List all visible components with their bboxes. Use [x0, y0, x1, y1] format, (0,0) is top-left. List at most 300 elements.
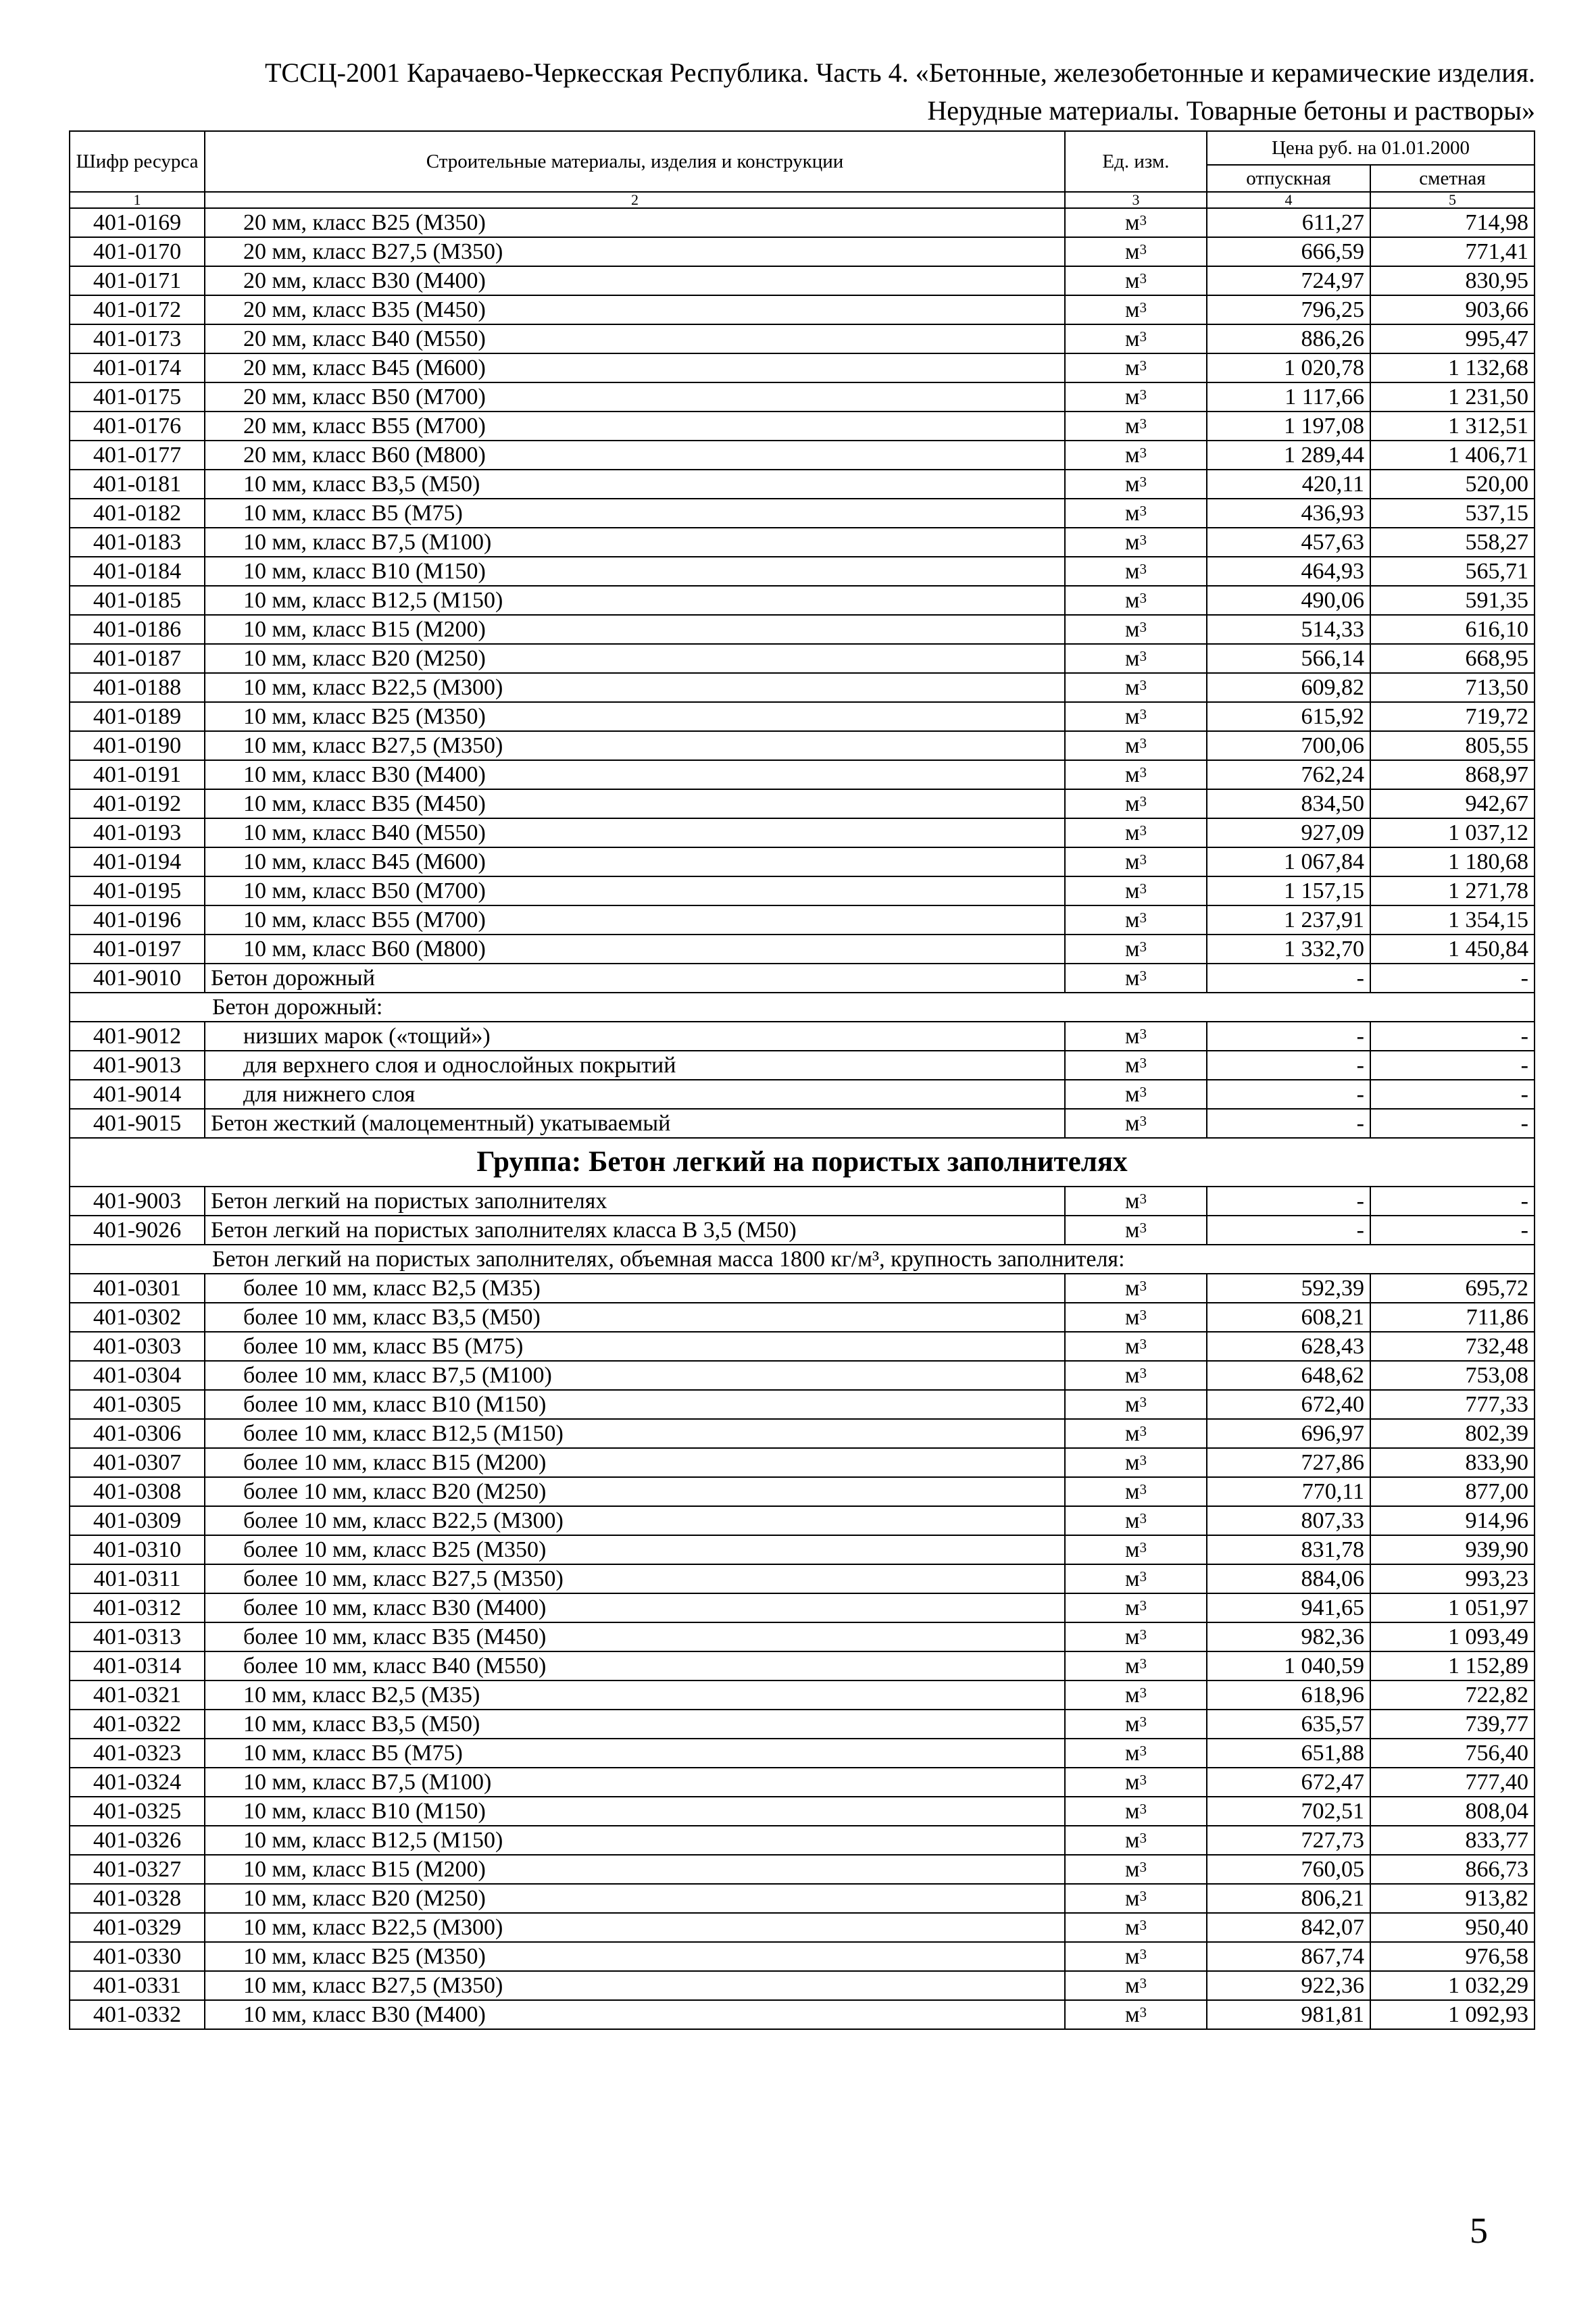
unit-superscript: 3: [1139, 357, 1147, 374]
table-row: [70, 615, 1535, 644]
col-number: 4: [1207, 192, 1370, 208]
unit-cell: [1065, 1913, 1207, 1942]
unit-cell: [1065, 1739, 1207, 1768]
material-name: 10 мм, класс В30 (М400): [205, 760, 1065, 789]
price-estimate: 1 271,78: [1370, 876, 1535, 905]
unit-cell: [1065, 499, 1207, 528]
unit-text: м: [1124, 1478, 1140, 1504]
price-release: 609,82: [1207, 673, 1370, 702]
unit-cell: [1065, 964, 1207, 993]
material-name: 10 мм, класс В20 (М250): [205, 1884, 1065, 1913]
price-estimate: 713,50: [1370, 673, 1535, 702]
price-release: 490,06: [1207, 586, 1370, 615]
unit-superscript: 3: [1139, 1510, 1147, 1526]
unit-superscript: 3: [1139, 676, 1147, 693]
material-name: более 10 мм, класс В22,5 (М300): [205, 1506, 1065, 1535]
price-estimate: 1 180,68: [1370, 847, 1535, 876]
unit-superscript: 3: [1139, 1771, 1147, 1788]
price-release: 867,74: [1207, 1942, 1370, 1971]
price-estimate: 866,73: [1370, 1855, 1535, 1884]
unit-cell: [1065, 1884, 1207, 1913]
unit-cell: [1065, 586, 1207, 615]
unit-superscript: 3: [1139, 1655, 1147, 1672]
table-row: [70, 1710, 1535, 1739]
unit-text: м: [1124, 529, 1140, 555]
unit-cell: [1065, 1080, 1207, 1109]
material-name: более 10 мм, класс В27,5 (М350): [205, 1564, 1065, 1593]
unit-superscript: 3: [1139, 793, 1147, 810]
unit-cell: [1065, 1622, 1207, 1651]
resource-code: 401-9010: [70, 964, 205, 993]
price-release: 436,93: [1207, 499, 1370, 528]
material-name: Бетон дорожный: [205, 964, 1065, 993]
price-release: 592,39: [1207, 1274, 1370, 1303]
unit-cell: [1065, 1022, 1207, 1051]
unit-superscript: 3: [1139, 444, 1147, 461]
material-name: 20 мм, класс В55 (М700): [205, 412, 1065, 441]
price-table: [69, 130, 1535, 2030]
material-name: 10 мм, класс В2,5 (М35): [205, 1681, 1065, 1710]
table-row: [70, 1797, 1535, 1826]
resource-code: 401-9015: [70, 1109, 205, 1138]
unit-text: м: [1124, 442, 1140, 468]
price-estimate: 802,39: [1370, 1419, 1535, 1448]
material-name: 20 мм, класс В50 (М700): [205, 382, 1065, 412]
price-estimate: 833,90: [1370, 1448, 1535, 1477]
resource-code: 401-9014: [70, 1080, 205, 1109]
unit-text: м: [1124, 1391, 1140, 1417]
material-name: 20 мм, класс В25 (М350): [205, 208, 1065, 237]
unit-cell: [1065, 1535, 1207, 1564]
price-estimate: 537,15: [1370, 499, 1535, 528]
unit-superscript: 3: [1139, 1858, 1147, 1875]
unit-text: м: [1124, 1682, 1140, 1708]
unit-text: м: [1124, 500, 1140, 526]
unit-text: м: [1124, 1943, 1140, 1969]
price-estimate: 950,40: [1370, 1913, 1535, 1942]
unit-text: м: [1124, 1333, 1140, 1359]
price-estimate: 756,40: [1370, 1739, 1535, 1768]
table-row: [70, 412, 1535, 441]
resource-code: 401-0305: [70, 1390, 205, 1419]
price-release: 941,65: [1207, 1593, 1370, 1622]
price-release: -: [1207, 1216, 1370, 1245]
material-name: более 10 мм, класс В2,5 (М35): [205, 1274, 1065, 1303]
unit-superscript: 3: [1139, 851, 1147, 868]
material-name: 10 мм, класс В22,5 (М300): [205, 1913, 1065, 1942]
unit-text: м: [1124, 297, 1140, 322]
table-row: [70, 499, 1535, 528]
table-row: [70, 935, 1535, 964]
unit-text: м: [1124, 2001, 1140, 2027]
unit-text: м: [1124, 1798, 1140, 1824]
table-row: [70, 382, 1535, 412]
col-number: 1: [70, 192, 205, 208]
unit-superscript: 3: [1139, 1190, 1147, 1207]
resource-code: 401-0184: [70, 557, 205, 586]
price-estimate: -: [1370, 1109, 1535, 1138]
unit-superscript: 3: [1139, 1451, 1147, 1468]
price-estimate: 1 037,12: [1370, 818, 1535, 847]
unit-cell: [1065, 1216, 1207, 1245]
table-row: [70, 1390, 1535, 1419]
unit-text: м: [1124, 1566, 1140, 1591]
resource-code: 401-0313: [70, 1622, 205, 1651]
resource-code: 401-0309: [70, 1506, 205, 1535]
table-row: [70, 1593, 1535, 1622]
price-release: -: [1207, 1187, 1370, 1216]
resource-code: 401-0325: [70, 1797, 205, 1826]
unit-superscript: 3: [1139, 938, 1147, 955]
table-row: [70, 1681, 1535, 1710]
table-row: [70, 266, 1535, 295]
resource-code: 401-0192: [70, 789, 205, 818]
table-row: [70, 353, 1535, 382]
resource-code: 401-0301: [70, 1274, 205, 1303]
table-row: [70, 1419, 1535, 1448]
subheader-row: [70, 993, 1535, 1022]
price-release: 457,63: [1207, 528, 1370, 557]
unit-cell: [1065, 324, 1207, 353]
price-estimate: 808,04: [1370, 1797, 1535, 1826]
unit-superscript: 3: [1139, 647, 1147, 664]
material-name: 20 мм, класс В30 (М400): [205, 266, 1065, 295]
price-estimate: 914,96: [1370, 1506, 1535, 1535]
resource-code: 401-0329: [70, 1913, 205, 1942]
table-row: [70, 1051, 1535, 1080]
unit-cell: [1065, 876, 1207, 905]
unit-superscript: 3: [1139, 241, 1147, 257]
material-name: более 10 мм, класс В7,5 (М100): [205, 1361, 1065, 1390]
unit-text: м: [1124, 1420, 1140, 1446]
price-estimate: 771,41: [1370, 237, 1535, 266]
price-estimate: 868,97: [1370, 760, 1535, 789]
unit-cell: [1065, 1361, 1207, 1390]
unit-text: м: [1124, 1110, 1140, 1136]
table-row: [70, 2000, 1535, 2029]
table-row: [70, 1022, 1535, 1051]
unit-cell: [1065, 673, 1207, 702]
price-release: 696,97: [1207, 1419, 1370, 1448]
price-release: 1 117,66: [1207, 382, 1370, 412]
unit-superscript: 3: [1139, 1829, 1147, 1846]
unit-text: м: [1124, 1856, 1140, 1882]
table-row: [70, 1942, 1535, 1971]
material-name: 10 мм, класс В3,5 (М50): [205, 470, 1065, 499]
price-release: 672,47: [1207, 1768, 1370, 1797]
table-row: [70, 1971, 1535, 2000]
table-row: [70, 964, 1535, 993]
unit-cell: [1065, 615, 1207, 644]
subheader-row: [70, 1245, 1535, 1274]
unit-text: м: [1124, 616, 1140, 642]
resource-code: 401-9003: [70, 1187, 205, 1216]
unit-cell: [1065, 1855, 1207, 1884]
material-name: 10 мм, класс В15 (М200): [205, 615, 1065, 644]
unit-text: м: [1124, 587, 1140, 613]
price-estimate: 695,72: [1370, 1274, 1535, 1303]
unit-text: м: [1124, 849, 1140, 874]
price-release: 700,06: [1207, 731, 1370, 760]
table-row: [70, 1768, 1535, 1797]
price-estimate: 877,00: [1370, 1477, 1535, 1506]
price-release: 635,57: [1207, 1710, 1370, 1739]
price-estimate: 1 092,93: [1370, 2000, 1535, 2029]
unit-text: м: [1124, 1653, 1140, 1678]
unit-text: м: [1124, 1188, 1140, 1214]
table-row: [70, 1506, 1535, 1535]
price-estimate: 722,82: [1370, 1681, 1535, 1710]
table-row: [70, 905, 1535, 935]
price-release: 727,86: [1207, 1448, 1370, 1477]
material-name: 20 мм, класс В40 (М550): [205, 324, 1065, 353]
price-estimate: 942,67: [1370, 789, 1535, 818]
material-name: 20 мм, класс В27,5 (М350): [205, 237, 1065, 266]
unit-cell: [1065, 731, 1207, 760]
resource-code: 401-0308: [70, 1477, 205, 1506]
material-name: 10 мм, класс В25 (М350): [205, 702, 1065, 731]
unit-superscript: 3: [1139, 822, 1147, 839]
price-release: -: [1207, 1051, 1370, 1080]
price-release: 1 157,15: [1207, 876, 1370, 905]
material-name: 10 мм, класс В20 (М250): [205, 644, 1065, 673]
unit-cell: [1065, 266, 1207, 295]
price-estimate: 830,95: [1370, 266, 1535, 295]
unit-superscript: 3: [1139, 1335, 1147, 1352]
unit-superscript: 3: [1139, 909, 1147, 926]
unit-text: м: [1124, 413, 1140, 439]
document-header-line-1: ТССЦ-2001 Карачаево-Черкесская Республика. Часть 4. «Бетонные, железобетонные и керамические изделия.: [264, 57, 1535, 88]
resource-code: 401-0327: [70, 1855, 205, 1884]
price-release: -: [1207, 1109, 1370, 1138]
material-name: 10 мм, класс В10 (М150): [205, 557, 1065, 586]
table-row: [70, 731, 1535, 760]
unit-superscript: 3: [1139, 1277, 1147, 1294]
price-release: 1 020,78: [1207, 353, 1370, 382]
resource-code: 401-0332: [70, 2000, 205, 2029]
price-estimate: -: [1370, 1080, 1535, 1109]
price-estimate: 903,66: [1370, 295, 1535, 324]
price-estimate: 1 354,15: [1370, 905, 1535, 935]
price-release: 566,14: [1207, 644, 1370, 673]
unit-cell: [1065, 1593, 1207, 1622]
resource-code: 401-0314: [70, 1651, 205, 1681]
price-release: -: [1207, 1080, 1370, 1109]
price-release: 922,36: [1207, 1971, 1370, 2000]
unit-text: м: [1124, 1740, 1140, 1766]
unit-cell: [1065, 1681, 1207, 1710]
unit-superscript: 3: [1139, 1916, 1147, 1933]
resource-code: 401-0182: [70, 499, 205, 528]
unit-text: м: [1124, 907, 1140, 932]
unit-text: м: [1124, 1304, 1140, 1330]
material-name: 10 мм, класс В35 (М450): [205, 789, 1065, 818]
price-estimate: 714,98: [1370, 208, 1535, 237]
material-name: 10 мм, класс В40 (М550): [205, 818, 1065, 847]
material-name: более 10 мм, класс В40 (М550): [205, 1651, 1065, 1681]
price-estimate: 1 132,68: [1370, 353, 1535, 382]
price-release: 842,07: [1207, 1913, 1370, 1942]
unit-cell: [1065, 1564, 1207, 1593]
price-estimate: 777,33: [1370, 1390, 1535, 1419]
price-release: 666,59: [1207, 237, 1370, 266]
unit-cell: [1065, 1651, 1207, 1681]
price-estimate: 1 406,71: [1370, 441, 1535, 470]
unit-superscript: 3: [1139, 880, 1147, 897]
resource-code: 401-9013: [70, 1051, 205, 1080]
price-release: 770,11: [1207, 1477, 1370, 1506]
unit-cell: [1065, 237, 1207, 266]
unit-text: м: [1124, 820, 1140, 845]
price-release: 464,93: [1207, 557, 1370, 586]
table-row: [70, 818, 1535, 847]
unit-superscript: 3: [1139, 270, 1147, 287]
material-name: 10 мм, класс В27,5 (М350): [205, 731, 1065, 760]
table-row: [70, 1448, 1535, 1477]
resource-code: 401-0303: [70, 1332, 205, 1361]
unit-superscript: 3: [1139, 1974, 1147, 1991]
unit-superscript: 3: [1139, 1054, 1147, 1071]
group-heading-row: [70, 1138, 1535, 1187]
table-row: [70, 208, 1535, 237]
table-row: [70, 528, 1535, 557]
material-name: 20 мм, класс В35 (М450): [205, 295, 1065, 324]
unit-cell: [1065, 1390, 1207, 1419]
table-row: [70, 702, 1535, 731]
unit-text: м: [1124, 1624, 1140, 1649]
unit-superscript: 3: [1139, 1393, 1147, 1410]
unit-text: м: [1124, 936, 1140, 962]
unit-superscript: 3: [1139, 473, 1147, 490]
unit-superscript: 3: [1139, 2003, 1147, 2020]
unit-cell: [1065, 847, 1207, 876]
unit-text: м: [1124, 878, 1140, 903]
unit-text: м: [1124, 1023, 1140, 1049]
material-name: 10 мм, класс В10 (М150): [205, 1797, 1065, 1826]
price-estimate: -: [1370, 1216, 1535, 1245]
unit-text: м: [1124, 674, 1140, 700]
unit-text: м: [1124, 732, 1140, 758]
resource-code: 401-0307: [70, 1448, 205, 1477]
unit-superscript: 3: [1139, 502, 1147, 519]
price-release: 648,62: [1207, 1361, 1370, 1390]
table-row: [70, 1651, 1535, 1681]
unit-superscript: 3: [1139, 1480, 1147, 1497]
group-heading: Группа: Бетон легкий на пористых заполнителях: [70, 1138, 1535, 1187]
unit-superscript: 3: [1139, 299, 1147, 316]
table-row: [70, 557, 1535, 586]
price-estimate: 1 152,89: [1370, 1651, 1535, 1681]
unit-text: м: [1124, 1508, 1140, 1533]
unit-superscript: 3: [1139, 1626, 1147, 1643]
price-release: 615,92: [1207, 702, 1370, 731]
price-release: 927,09: [1207, 818, 1370, 847]
table-row: [70, 1109, 1535, 1138]
price-release: 886,26: [1207, 324, 1370, 353]
resource-code: 401-0173: [70, 324, 205, 353]
resource-code: 401-0171: [70, 266, 205, 295]
material-name: 10 мм, класс В27,5 (М350): [205, 1971, 1065, 2000]
table-row: [70, 1855, 1535, 1884]
price-estimate: 616,10: [1370, 615, 1535, 644]
col-header-price-release: отпускная: [1207, 165, 1370, 192]
unit-superscript: 3: [1139, 1684, 1147, 1701]
table-row: [70, 1216, 1535, 1245]
material-name: 10 мм, класс В55 (М700): [205, 905, 1065, 935]
material-name: 20 мм, класс В60 (М800): [205, 441, 1065, 470]
unit-cell: [1065, 935, 1207, 964]
price-release: 724,97: [1207, 266, 1370, 295]
unit-cell: [1065, 1303, 1207, 1332]
unit-text: м: [1124, 645, 1140, 671]
unit-cell: [1065, 1971, 1207, 2000]
resource-code: 401-0172: [70, 295, 205, 324]
resource-code: 401-0331: [70, 1971, 205, 2000]
unit-text: м: [1124, 558, 1140, 584]
table-row: [70, 1884, 1535, 1913]
material-name: 20 мм, класс В45 (М600): [205, 353, 1065, 382]
material-name: более 10 мм, класс В12,5 (М150): [205, 1419, 1065, 1448]
price-release: 762,24: [1207, 760, 1370, 789]
table-row: [70, 1187, 1535, 1216]
unit-superscript: 3: [1139, 618, 1147, 635]
unit-text: м: [1124, 326, 1140, 351]
price-release: 702,51: [1207, 1797, 1370, 1826]
price-release: 1 040,59: [1207, 1651, 1370, 1681]
material-name: более 10 мм, класс В5 (М75): [205, 1332, 1065, 1361]
resource-code: 401-0169: [70, 208, 205, 237]
unit-cell: [1065, 528, 1207, 557]
resource-code: 401-0310: [70, 1535, 205, 1564]
price-estimate: 1 231,50: [1370, 382, 1535, 412]
price-estimate: 719,72: [1370, 702, 1535, 731]
unit-cell: [1065, 644, 1207, 673]
unit-text: м: [1124, 384, 1140, 409]
unit-text: м: [1124, 1972, 1140, 1998]
resource-code: 401-0312: [70, 1593, 205, 1622]
unit-superscript: 3: [1139, 1112, 1147, 1129]
resource-code: 401-0188: [70, 673, 205, 702]
unit-superscript: 3: [1139, 1364, 1147, 1381]
table-row: [70, 295, 1535, 324]
material-name: более 10 мм, класс В15 (М200): [205, 1448, 1065, 1477]
unit-superscript: 3: [1139, 560, 1147, 577]
resource-code: 401-0186: [70, 615, 205, 644]
unit-text: м: [1124, 209, 1140, 235]
table-row: [70, 1564, 1535, 1593]
unit-cell: [1065, 208, 1207, 237]
price-estimate: 976,58: [1370, 1942, 1535, 1971]
material-name: более 10 мм, класс В30 (М400): [205, 1593, 1065, 1622]
unit-superscript: 3: [1139, 1800, 1147, 1817]
price-release: 1 237,91: [1207, 905, 1370, 935]
price-estimate: 805,55: [1370, 731, 1535, 760]
unit-superscript: 3: [1139, 764, 1147, 780]
unit-text: м: [1124, 1052, 1140, 1078]
price-release: 611,27: [1207, 208, 1370, 237]
unit-cell: [1065, 1797, 1207, 1826]
price-release: -: [1207, 1022, 1370, 1051]
material-name: 10 мм, класс В15 (М200): [205, 1855, 1065, 1884]
price-release: 834,50: [1207, 789, 1370, 818]
resource-code: 401-9012: [70, 1022, 205, 1051]
price-release: 884,06: [1207, 1564, 1370, 1593]
resource-code: 401-0177: [70, 441, 205, 470]
table-row: [70, 586, 1535, 615]
material-name: Бетон легкий на пористых заполнителях класса В 3,5 (М50): [205, 1216, 1065, 1245]
material-name: 10 мм, класс В3,5 (М50): [205, 1710, 1065, 1739]
material-name: 10 мм, класс В12,5 (М150): [205, 1826, 1065, 1855]
